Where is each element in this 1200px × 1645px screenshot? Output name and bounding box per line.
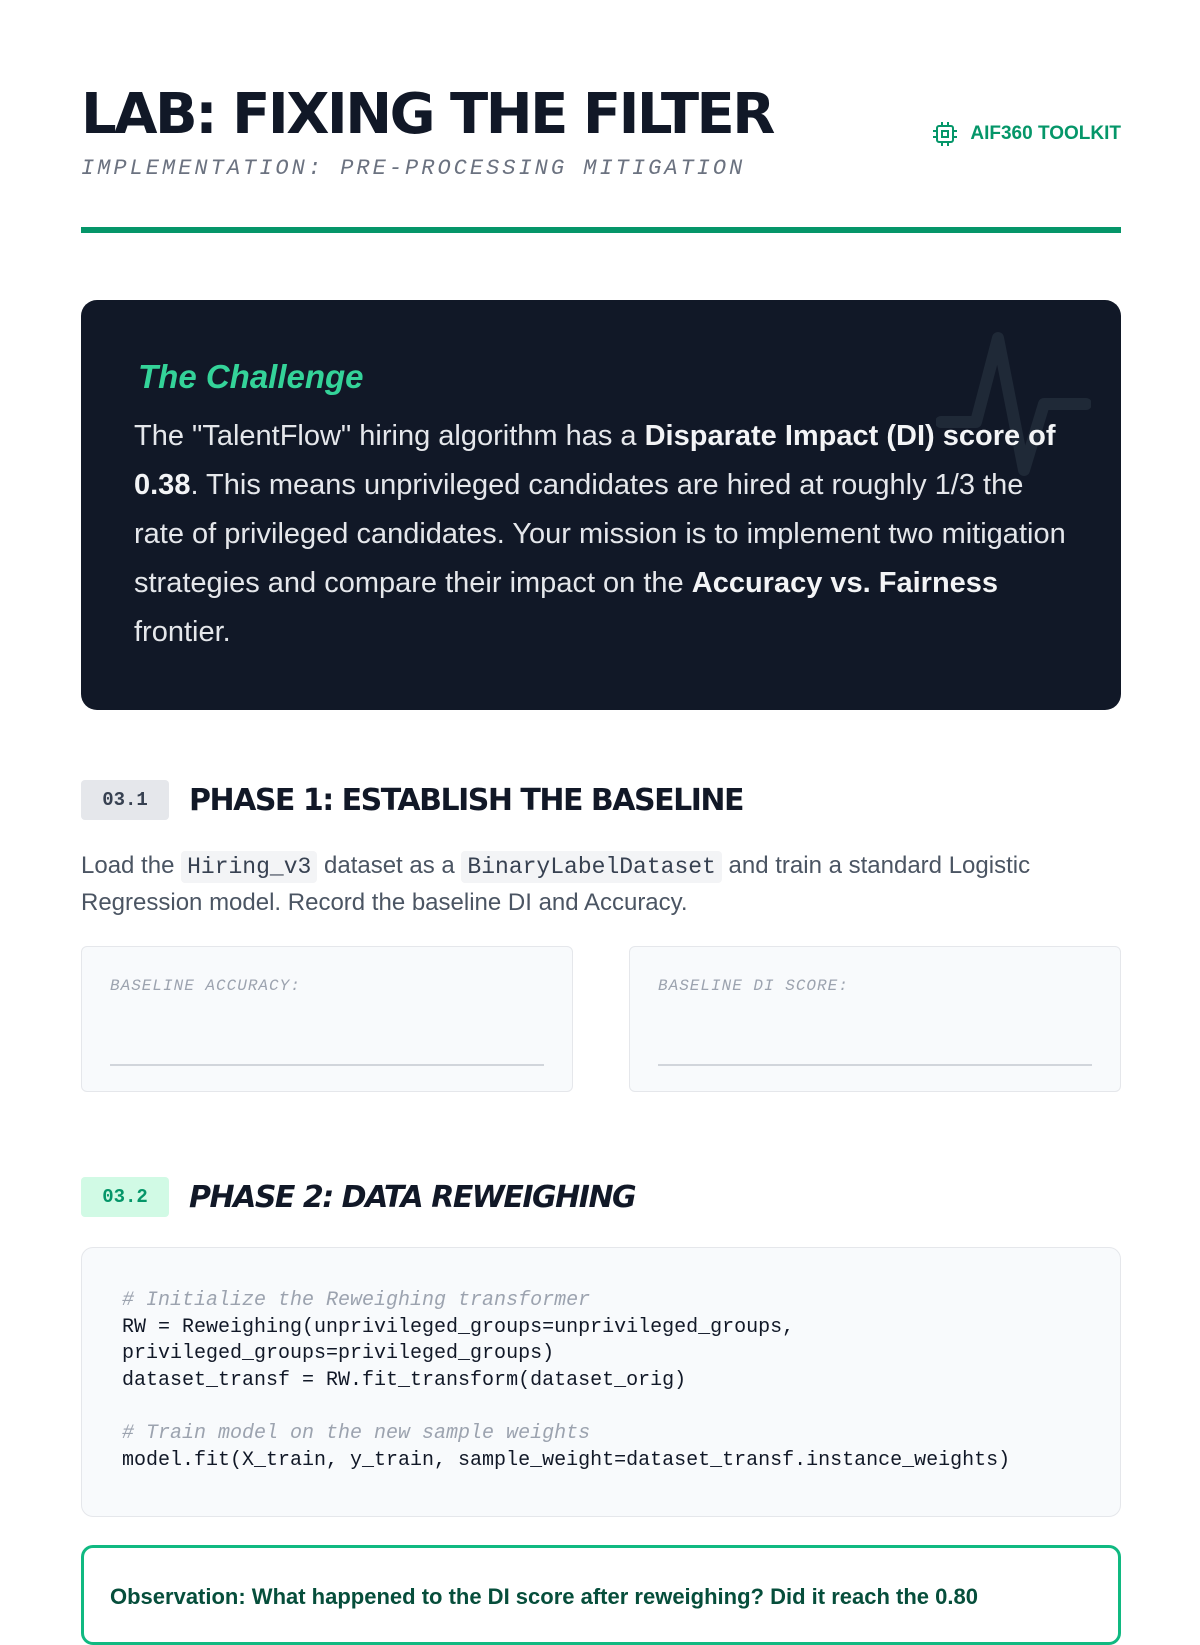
code-line — [122, 1394, 1120, 1421]
challenge-card — [81, 300, 1121, 710]
baseline-accuracy-box — [81, 946, 573, 1092]
phase1-text-part: and train a standard Logistic Regression model. Record the baseline DI and Accuracy. — [81, 852, 1031, 916]
challenge-title: The Challenge — [138, 358, 364, 395]
challenge-text-part: The "TalentFlow" hiring algorithm has a — [134, 420, 645, 452]
lab-page — [81, 0, 1121, 1609]
toolkit-label: AIF360 TOOLKIT — [970, 123, 1121, 144]
baseline-di-answer-line[interactable] — [658, 1064, 1092, 1066]
code-line: privileged_groups=privileged_groups) — [122, 1342, 555, 1366]
phase1-text-part: dataset as a — [317, 852, 462, 879]
challenge-description — [134, 412, 1074, 657]
baseline-di-label: BASELINE DI SCORE: — [658, 977, 849, 995]
toolkit-badge — [932, 121, 1121, 147]
phase1-heading — [81, 780, 743, 820]
code-comment: # Train model on the new sample weights — [122, 1421, 591, 1445]
dataset-name-code: Hiring_v3 — [181, 851, 317, 883]
chip-icon — [932, 121, 958, 147]
phase1-badge: 03.1 — [81, 780, 169, 820]
phase1-title: PHASE 1: ESTABLISH THE BASELINE — [189, 782, 743, 818]
code-line: RW = Reweighing(unprivileged_groups=unprivileged_groups, — [122, 1315, 795, 1339]
phase2-heading — [81, 1177, 635, 1217]
observation-question: Observation: What happened to the DI score after reweighing? Did it reach the 0.80 — [110, 1584, 978, 1609]
code-line: model.fit(X_train, y_train, sample_weight=dataset_transf.instance_weights) — [122, 1448, 1011, 1472]
challenge-di-score: Disparate Impact (DI) score of 0.38 — [134, 420, 1056, 501]
challenge-text-part: . This means unprivileged candidates are hired at roughly 1/3 the rate of privileged candidates. Your mission is to implement two mitigation strategies and compare their impact on the — [134, 469, 1066, 599]
baseline-di-box — [629, 946, 1121, 1092]
phase1-instructions — [81, 848, 1121, 920]
baseline-accuracy-label: BASELINE ACCURACY: — [110, 977, 301, 995]
challenge-text-part: frontier. — [134, 616, 231, 648]
header-divider — [81, 227, 1121, 233]
phase2-badge: 03.2 — [81, 1177, 169, 1217]
page-title: LAB: FIXING THE FILTER — [81, 82, 773, 147]
baseline-accuracy-answer-line[interactable] — [110, 1064, 544, 1066]
code-comment: # Initialize the Reweighing transformer — [122, 1289, 591, 1312]
dataset-class-code: BinaryLabelDataset — [461, 851, 721, 883]
phase2-title: PHASE 2: DATA REWEIGHING — [189, 1179, 636, 1215]
page-header — [81, 0, 1121, 235]
phase1-text-part: Load the — [81, 852, 182, 879]
code-line: dataset_transf = RW.fit_transform(dataset_orig) — [122, 1368, 687, 1392]
code-block — [81, 1247, 1121, 1517]
observation-box — [81, 1545, 1121, 1645]
challenge-frontier: Accuracy vs. Fairness — [691, 567, 999, 599]
page-subtitle: IMPLEMENTATION: PRE-PROCESSING MITIGATION — [81, 156, 746, 181]
